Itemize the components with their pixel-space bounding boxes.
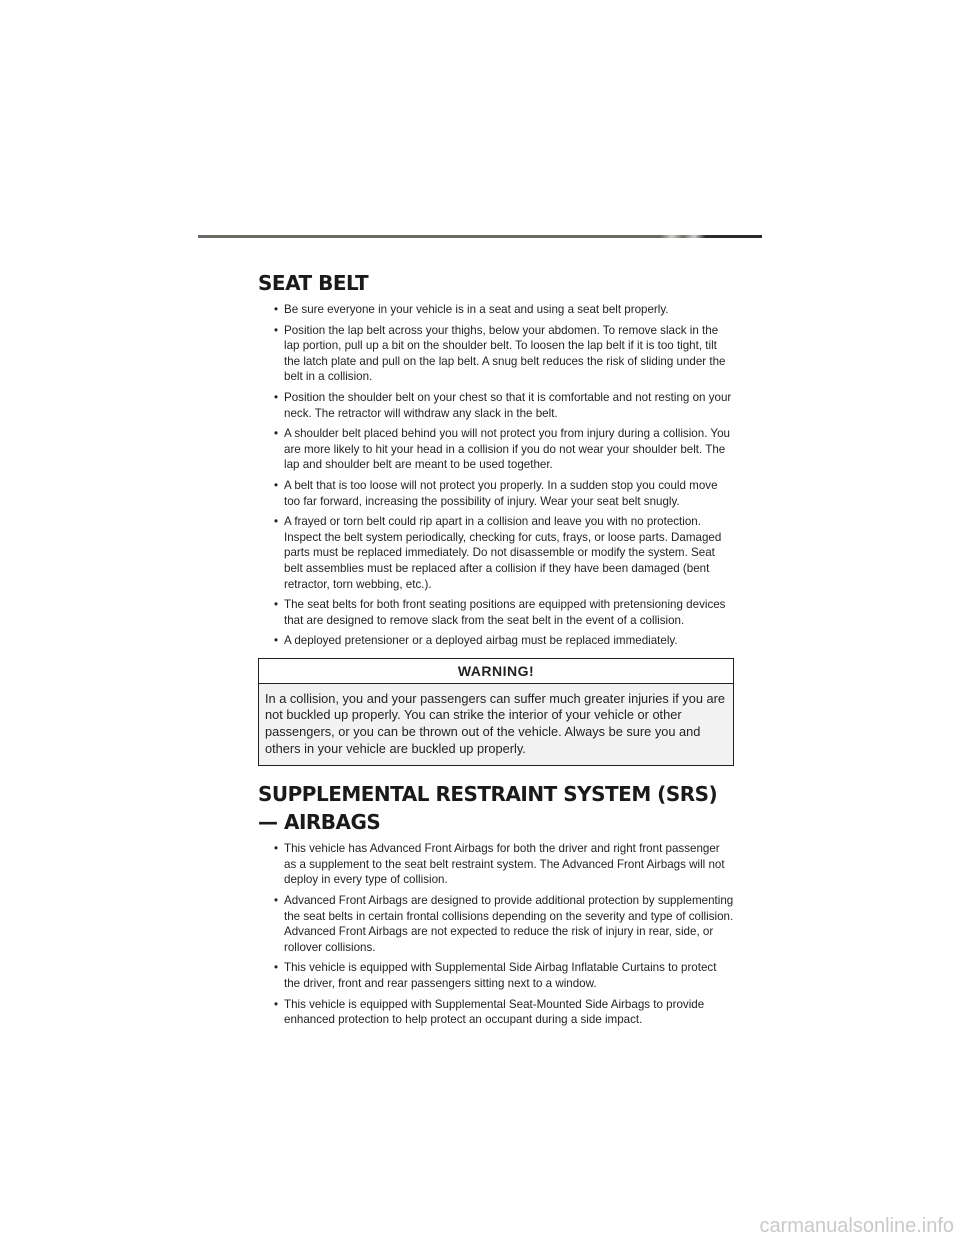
srs-list [258,841,734,1028]
list-item: • This vehicle is equipped with Supplemental Seat-Mounted Side Airbags to provide enhanced protection to help protect an occupant during a side impact. [274,997,734,1028]
list-item: • Be sure everyone in your vehicle is in a seat and using a seat belt properly. [274,302,734,318]
warning-box [258,658,734,766]
list-item: • A shoulder belt placed behind you will not protect you from injury during a collision. You are more likely to hit your head in a collision if you do not wear your shoulder belt. The lap and shoulder belt are meant to be used together. [274,426,734,473]
list-item: • A belt that is too loose will not protect you properly. In a sudden stop you could move too far forward, increasing the possibility of injury. Wear your seat belt snugly. [274,478,734,509]
seat-belt-heading: SEAT BELT [258,271,369,295]
list-item: • The seat belts for both front seating positions are equipped with pretensioning devices that are designed to remove slack from the seat belt in the event of a collision. [274,597,734,628]
top-divider [198,235,762,238]
warning-text: In a collision, you and your passengers can suffer much greater injuries if you are not buckled up properly. You can strike the interior of your vehicle or other passengers, or you can be thrown out of the vehicle. Always be sure you and others in your vehicle are buckled up properly. [265,690,725,756]
list-item: • A deployed pretensioner or a deployed airbag must be replaced immediately. [274,633,734,649]
page-content [258,270,734,1033]
list-item: • Position the shoulder belt on your chest so that it is comfortable and not resting on your neck. The retractor will withdraw any slack in the belt. [274,390,734,421]
list-item: • This vehicle is equipped with Supplemental Side Airbag Inflatable Curtains to protect the driver, front and rear passengers sitting next to a window. [274,960,734,991]
seat-belt-list [258,302,734,649]
list-item: • Position the lap belt across your thighs, below your abdomen. To remove slack in the lap portion, pull up a bit on the shoulder belt. To loosen the lap belt if it is too tight, tilt the latch plate and pull on the lap belt. A snug belt reduces the risk of sliding under the belt in a collision. [274,323,734,385]
list-item: • A frayed or torn belt could rip apart in a collision and leave you with no protection. Inspect the belt system periodically, checking for cuts, frays, or loose parts. Damaged parts must be replaced immediately. Do not disassemble or modify the system. Seat belt assemblies must be replaced after a collision if they have been damaged (bent retractor, torn webbing, etc.). [274,514,734,592]
srs-heading: SUPPLEMENTAL RESTRAINT SYSTEM (SRS) — AIRBAGS [258,782,718,835]
warning-heading: WARNING! [259,659,733,684]
list-item: • This vehicle has Advanced Front Airbags for both the driver and right front passenger as a supplement to the seat belt restraint system. The Advanced Front Airbags will not deploy in every type of collision. [274,841,734,888]
list-item: • Advanced Front Airbags are designed to provide additional protection by supplementing the seat belts in certain frontal collisions depending on the severity and type of collision. Advanced Front Airbags are not expected to reduce the risk of injury in rear, side, or rollover collisions. [274,893,734,955]
watermark: carmanualsonline.info [759,1215,954,1237]
